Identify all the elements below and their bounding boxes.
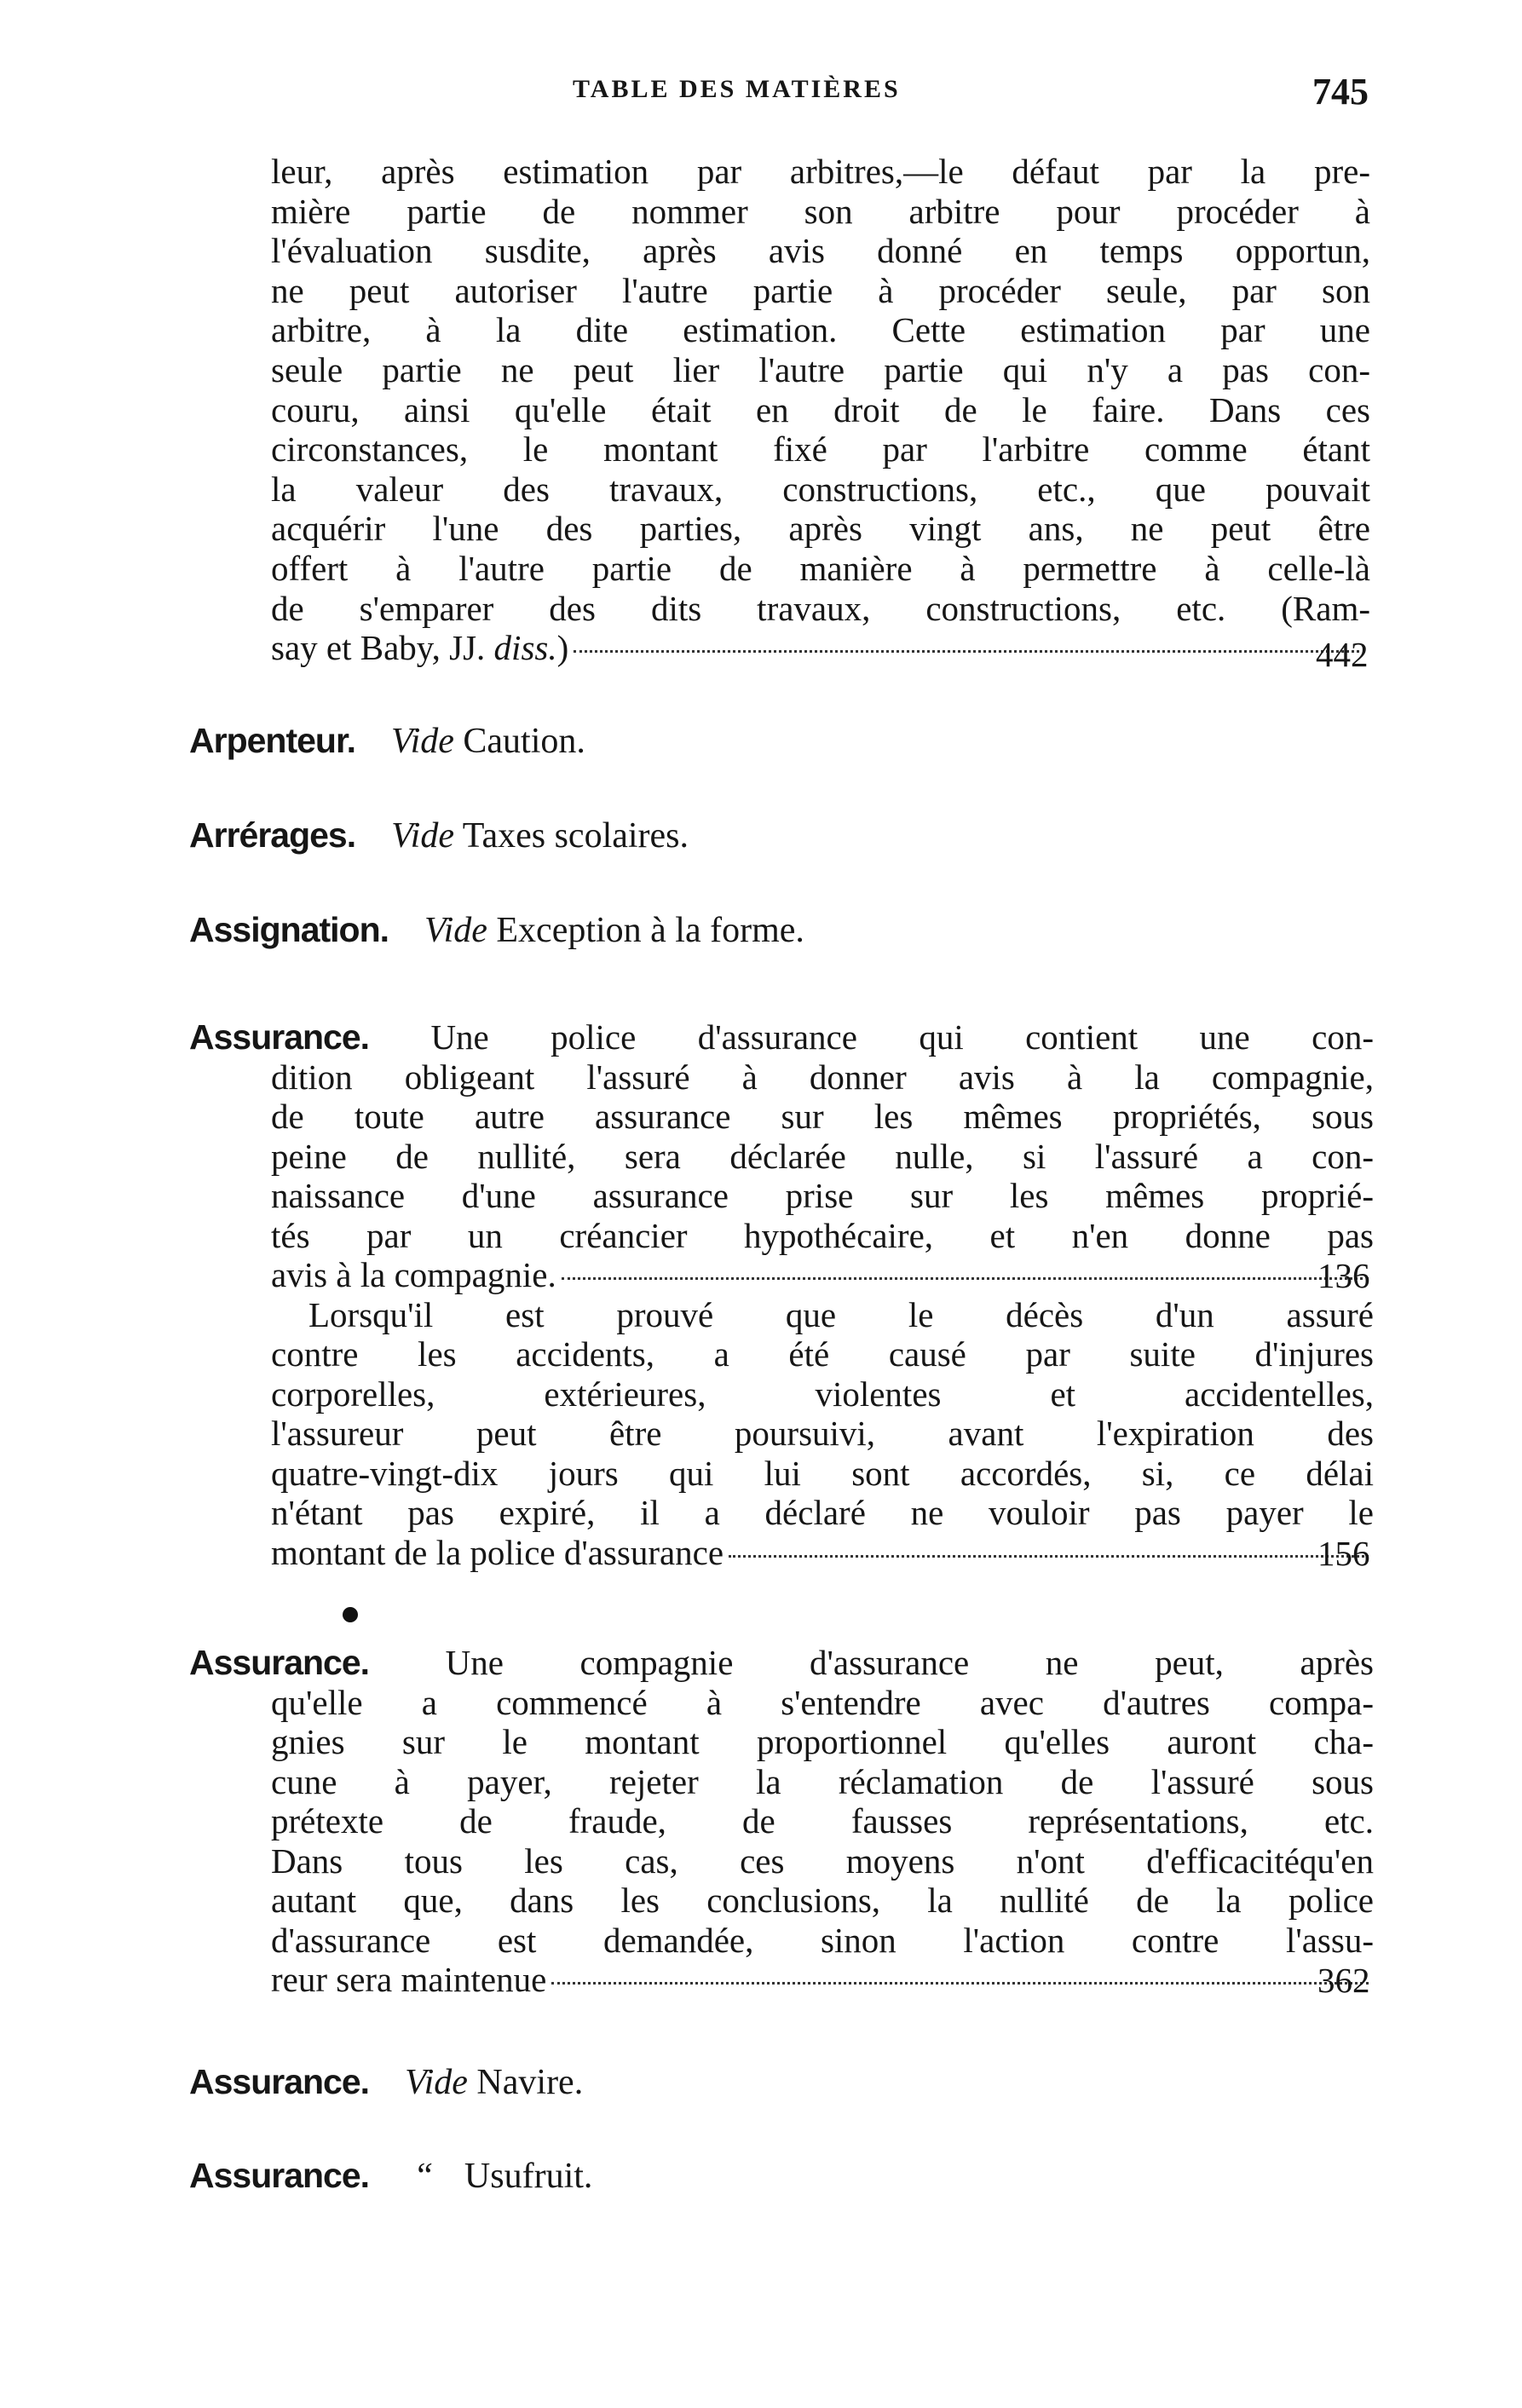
- page-reference: 442: [1316, 635, 1369, 674]
- text-line: acquérir l'une des parties, après vingt ans, ne peut être: [271, 509, 1370, 549]
- page-number: 745: [1312, 71, 1369, 112]
- text-line: Dans tous les cas, ces moyens n'ont d'efficacitéqu'en: [271, 1841, 1374, 1881]
- continued-entry: [271, 152, 1370, 668]
- entry-assurance-police: [189, 1017, 1374, 1572]
- text-line: offert à l'autre partie de manière à permettre à celle-là: [271, 548, 1370, 588]
- text-line: gnies sur le montant proportionnel qu'elles auront cha-: [271, 1722, 1374, 1761]
- entry-heading: Assurance.: [189, 2156, 370, 2195]
- vide-label: Vide: [424, 911, 487, 950]
- vide-label: Vide: [405, 2063, 468, 2102]
- entry-heading: Arpenteur.: [189, 721, 356, 760]
- text-line: n'étant pas expiré, il a déclaré ne vouloir pas payer le: [271, 1493, 1374, 1532]
- text-line: prétexte de fraude, de fausses représentations, etc.: [271, 1801, 1374, 1841]
- text-line: ne peut autoriser l'autre partie à procéder seule, par son: [271, 270, 1370, 310]
- text-line: quatre-vingt-dix jours qui lui sont accordés, si, ce délai: [271, 1453, 1374, 1493]
- vide-label: Vide: [391, 722, 454, 761]
- leader-text: avis à la compagnie.: [271, 1255, 556, 1294]
- page-reference: 362: [1317, 1961, 1370, 2000]
- leader-line: [189, 1255, 1374, 1295]
- vide-label: Vide: [391, 816, 454, 855]
- cross-reference: Taxes scolaires.: [462, 816, 689, 855]
- text-line: peine de nullité, sera déclarée nulle, si l'assuré a con-: [271, 1136, 1374, 1176]
- cross-reference: Navire.: [476, 2063, 584, 2102]
- text-line: Lorsqu'il est prouvé que le décès d'un assuré: [308, 1294, 1374, 1334]
- text-line: arbitre, à la dite estimation. Cette estimation par une: [271, 310, 1370, 350]
- dot-leader: [551, 1982, 1369, 1985]
- entry-heading: Assurance.: [189, 1643, 370, 1682]
- text-line: naissance d'une assurance prise sur les mêmes proprié-: [271, 1176, 1374, 1215]
- entry-heading: Assurance.: [189, 1017, 370, 1057]
- text-line: de toute autre assurance sur les mêmes propriétés, sous: [271, 1097, 1374, 1136]
- text-line: d'assurance est demandée, sinon l'action contre l'assu-: [271, 1920, 1374, 1960]
- text-line: corporelles, extérieures, violentes et accidentelles,: [271, 1374, 1374, 1414]
- italic-abbrev: diss.: [493, 628, 557, 668]
- text-line: leur, après estimation par arbitres,—le défaut par la pre-: [271, 152, 1370, 191]
- entry-assignation: [189, 910, 804, 951]
- entry-assurance-compagnie: [189, 1643, 1374, 2000]
- cross-reference: Exception à la forme.: [496, 911, 804, 950]
- text-line: qu'elle a commencé à s'entendre avec d'autres compa-: [271, 1682, 1374, 1722]
- ditto-mark: “: [413, 2157, 434, 2196]
- page-header: [0, 70, 1522, 121]
- entry-arrerages: [189, 815, 689, 856]
- dot-leader: [729, 1555, 1369, 1558]
- entry-arpenteur: [189, 721, 585, 762]
- text-line: circonstances, le montant fixé par l'arbitre comme étant: [271, 429, 1370, 470]
- entry-assurance-usufruit: [189, 2156, 592, 2197]
- text-line: mière partie de nommer son arbitre pour procéder à: [271, 191, 1370, 231]
- text-line: couru, ainsi qu'elle était en droit de le faire. Dans ces: [271, 389, 1370, 429]
- leader-text: montant de la police d'assurance: [271, 1532, 724, 1572]
- leader-line: [189, 1960, 1374, 2000]
- leader-line: [189, 1533, 1374, 1573]
- text-line: contre les accidents, a été causé par suite d'injures: [271, 1334, 1374, 1374]
- entry-text: Une police d'assurance qui contient une con-: [430, 1017, 1374, 1057]
- text-line: seule partie ne peut lier l'autre partie qui n'y a pas con-: [271, 349, 1370, 389]
- dot-leader: [562, 1277, 1369, 1280]
- entry-heading: Assurance.: [189, 2062, 370, 2101]
- running-title: TABLE DES MATIÈRES: [573, 75, 901, 103]
- closing-paren: ): [556, 628, 569, 668]
- cross-reference: Caution.: [463, 722, 585, 761]
- text-line: cune à payer, rejeter la réclamation de l'assuré sous: [271, 1761, 1374, 1801]
- text-line: de s'emparer des dits travaux, constructions, etc. (Ram-: [271, 588, 1370, 628]
- entry-heading: Arrérages.: [189, 815, 356, 855]
- entry-text: Une compagnie d'assurance ne peut, après: [445, 1643, 1374, 1682]
- text-line: [189, 1643, 1374, 1683]
- text-line: [189, 1017, 1374, 1057]
- text-line: dition obligeant l'assuré à donner avis à la compagnie,: [271, 1057, 1374, 1097]
- leader-line: [271, 628, 1370, 668]
- text-line: l'évaluation susdite, après avis donné en temps opportun,: [271, 231, 1370, 271]
- bullet-mark: [343, 1607, 358, 1622]
- page-reference: 136: [1317, 1256, 1370, 1295]
- text-line: tés par un créancier hypothécaire, et n'en donne pas: [271, 1215, 1374, 1255]
- page-reference: 156: [1317, 1534, 1370, 1573]
- entry-assurance-navire: [189, 2062, 583, 2103]
- cross-reference: Usufruit.: [464, 2157, 593, 2196]
- dot-leader: [574, 650, 1365, 653]
- text-line: autant que, dans les conclusions, la nullité de la police: [271, 1881, 1374, 1920]
- text-line: l'assureur peut être poursuivi, avant l'expiration des: [271, 1414, 1374, 1453]
- entry-heading: Assignation.: [189, 910, 389, 949]
- leader-text: say et Baby, JJ.: [271, 628, 494, 668]
- leader-text: reur sera maintenue: [271, 1960, 547, 1999]
- text-line: la valeur des travaux, constructions, etc., que pouvait: [271, 469, 1370, 509]
